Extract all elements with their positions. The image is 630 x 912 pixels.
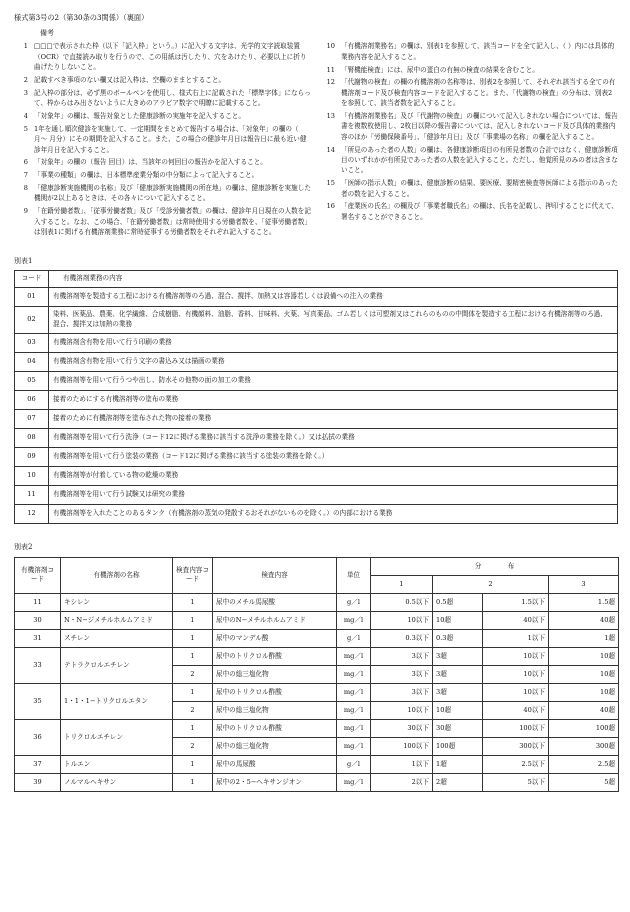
table2-test-content: 尿中のトリクロル酢酸 xyxy=(213,719,337,737)
note-text: 「対象年」の欄の（報告 回目）は、当該年の何回目の報告かを記入すること。 xyxy=(34,158,267,167)
table2-solvent-code: 33 xyxy=(15,647,61,683)
table2-dist-2-upper: 40以下 xyxy=(483,611,549,629)
note-item xyxy=(321,77,618,108)
table2-solvent-code: 11 xyxy=(15,593,61,611)
note-number: 13 xyxy=(326,111,335,120)
table2-test-content: 尿中のトリクロル酢酸 xyxy=(213,683,337,701)
table2-dist-3: 100超 xyxy=(549,719,619,737)
table2-row xyxy=(15,647,619,665)
note-text: 記入枠の部分は、必ず黒のボールペンを使用し、様式右上に記載された「標準字体」にならって、枠からはみ出さないように大きめのアラビア数字で明瞭に記載すること。 xyxy=(34,88,311,108)
table2-test-code: 1 xyxy=(173,629,213,647)
note-number: 16 xyxy=(326,202,335,211)
table2-solvent-name: ノルマルヘキサン xyxy=(61,773,173,791)
note-item xyxy=(14,75,311,85)
note-item xyxy=(14,170,311,180)
note-text: 「所見のあった者の人数」の欄は、各健康診断項目の有所見者数の合計ではなく、健康診断項目のいずれかが有所見であった者の人数を記入すること。ただし、他覚所見のみの者は含まないこと。 xyxy=(341,145,618,175)
table1-row xyxy=(15,486,618,505)
table2-header-test-code: 検査内容コード xyxy=(173,557,213,593)
table2-solvent-code: 37 xyxy=(15,755,61,773)
table2-header-test: 検査内容 xyxy=(213,557,337,593)
table1-code-cell: 09 xyxy=(15,448,49,467)
table2-test-content: 尿中の総三塩化物 xyxy=(213,701,337,719)
table2-header-row xyxy=(15,557,619,575)
table2-test-code: 2 xyxy=(173,701,213,719)
table2-test-content: 尿中の2・5−ヘキサンジオン xyxy=(213,773,337,791)
table2-dist-2-lower: 1超 xyxy=(433,755,483,773)
table2-dist-2-lower: 30超 xyxy=(433,719,483,737)
table2-label: 別表2 xyxy=(14,543,33,551)
note-text: 「有機溶剤業務名」の欄は、別表1を参照して、該当コードを全て記入し、（ ）内には具体的業務内容を記入すること。 xyxy=(341,42,615,61)
table1-code-cell: 05 xyxy=(15,372,49,391)
table1-code-cell: 01 xyxy=(15,288,49,307)
table2-header-dist-3: 3 xyxy=(549,575,619,593)
table1-content-cell: 染料、医薬品、農薬、化学繊維、合成樹脂、有機顔料、油脂、香料、甘味料、火薬、写真薬品、ゴム若しくは可塑剤又はこれらのものの中間体を製造する工程における有機溶剤等のろ過、混合、撹拌又は加熱の業務 xyxy=(49,307,618,334)
table2-dist-1: 0.5以下 xyxy=(371,593,433,611)
table1-row xyxy=(15,307,618,334)
table1-code-cell: 12 xyxy=(15,505,49,524)
table2-dist-2-upper: 100以下 xyxy=(483,719,549,737)
note-item xyxy=(321,145,618,176)
table1-content-cell: 有機溶剤等を用いて行う試験又は研究の業務 xyxy=(49,486,618,505)
table1-label: 別表1 xyxy=(14,256,33,265)
table2-solvent-name: トルエン xyxy=(61,755,173,773)
table2-test-content: 尿中の馬尿酸 xyxy=(213,755,337,773)
table2-dist-3: 2.5超 xyxy=(549,755,619,773)
table2-dist-1: 3以下 xyxy=(371,665,433,683)
table2-dist-3: 1超 xyxy=(549,629,619,647)
table2-dist-2-lower: 10超 xyxy=(433,611,483,629)
table2-unit: mg／l xyxy=(337,611,371,629)
table2-dist-2-upper: 300以下 xyxy=(483,737,549,755)
table2-dist-3: 10超 xyxy=(549,683,619,701)
notes xyxy=(14,41,618,239)
table1-row xyxy=(15,410,618,429)
table2-header-code: 有機溶剤コード xyxy=(15,557,61,593)
table2-row xyxy=(15,611,619,629)
table2-dist-2-lower: 3超 xyxy=(433,665,483,683)
table2-row xyxy=(15,683,619,701)
table2-dist-1: 3以下 xyxy=(371,647,433,665)
table2-dist-1: 0.3以下 xyxy=(371,629,433,647)
note-text: 「事業の種類」の欄は、日本標準産業分類の中分類によって記入すること。 xyxy=(34,171,259,180)
table1-code-cell: 02 xyxy=(15,307,49,334)
table2-unit: mg／l xyxy=(337,647,371,665)
table2-row xyxy=(15,593,619,611)
table1-row xyxy=(15,391,618,410)
table2-test-content: 尿中のN−メチルホルムアミド xyxy=(213,611,337,629)
table2-test-content: 尿中の総三塩化物 xyxy=(213,665,337,683)
note-number: 2 xyxy=(23,75,28,84)
table2-dist-2-lower: 0.5超 xyxy=(433,593,483,611)
table2-unit: mg／l xyxy=(337,701,371,719)
table2-header-name: 有機溶剤の名称 xyxy=(61,557,173,593)
note-item xyxy=(321,65,618,75)
table2-dist-1: 10以下 xyxy=(371,611,433,629)
note-text: 「対象年」の欄は、報告対象とした健康診断の実施年を記入すること。 xyxy=(34,111,245,120)
table2-dist-3: 5超 xyxy=(549,773,619,791)
table2-test-content: 尿中のトリクロル酢酸 xyxy=(213,647,337,665)
table2-solvent-name: テトラクロルエチレン xyxy=(61,647,173,683)
table2-solvent-code: 31 xyxy=(15,629,61,647)
table2-dist-2-upper: 10以下 xyxy=(483,647,549,665)
table2-dist-2-lower: 3超 xyxy=(433,647,483,665)
table2-solvent-code: 36 xyxy=(15,719,61,755)
table2-solvent-name: キシレン xyxy=(61,593,173,611)
notes-left-column xyxy=(14,41,311,239)
table2-unit: g／l xyxy=(337,755,371,773)
table1-row xyxy=(15,429,618,448)
table1-code-cell: 10 xyxy=(15,467,49,486)
table2-test-content: 尿中のメチル馬尿酸 xyxy=(213,593,337,611)
note-number: 7 xyxy=(23,171,28,180)
table2-test-content: 尿中のマンデル酸 xyxy=(213,629,337,647)
table2-test-code: 1 xyxy=(173,647,213,665)
table1-row xyxy=(15,288,618,307)
notes-heading: 備考 xyxy=(40,28,54,37)
table2-dist-2-lower: 2超 xyxy=(433,773,483,791)
note-number: 3 xyxy=(23,88,28,97)
table2-dist-2-upper: 1以下 xyxy=(483,629,549,647)
note-item xyxy=(14,124,311,155)
table1-content-cell: 接着のために有機溶剤等を塗布された物の接着の業務 xyxy=(49,410,618,429)
table2-unit: mg／l xyxy=(337,737,371,755)
table2-solvent-code: 30 xyxy=(15,611,61,629)
table2-dist-3: 40超 xyxy=(549,611,619,629)
table2-row xyxy=(15,719,619,737)
table1-row xyxy=(15,334,618,353)
note-number: 14 xyxy=(326,145,335,154)
table2-solvent-name: スチレン xyxy=(61,629,173,647)
table2-test-code: 1 xyxy=(173,593,213,611)
table2-test-code: 2 xyxy=(173,665,213,683)
table1-header-code: コード xyxy=(15,271,49,288)
table2-dist-2-upper: 10以下 xyxy=(483,683,549,701)
note-item xyxy=(321,201,618,222)
table2-row xyxy=(15,629,619,647)
table2-dist-3: 1.5超 xyxy=(549,593,619,611)
table2-dist-1: 1以下 xyxy=(371,755,433,773)
table2-test-code: 1 xyxy=(173,683,213,701)
note-number: 12 xyxy=(326,78,335,87)
note-item xyxy=(14,157,311,167)
table2-header-unit: 単位 xyxy=(337,557,371,593)
table2-test-code: 1 xyxy=(173,611,213,629)
note-number: 9 xyxy=(23,207,28,216)
table1-header-content: 有機溶剤業務の内容 xyxy=(49,271,618,288)
note-item xyxy=(14,206,311,237)
table2-dist-2-lower: 10超 xyxy=(433,701,483,719)
table1-content-cell: 有機溶剤等を用いて行うつや出し、防水その他物の面の加工の業務 xyxy=(49,372,618,391)
table1-content-cell: 有機溶剤等を入れたことのあるタンク（有機溶剤の蒸気の発散するおそれがないものを除く。）の内部における業務 xyxy=(49,505,618,524)
table1-code-cell: 11 xyxy=(15,486,49,505)
table2-unit: mg／l xyxy=(337,719,371,737)
table1-row xyxy=(15,505,618,524)
table1-content-cell: 有機溶剤等を用いて行う洗浄（コード12に掲げる業務に該当する洗浄の業務を除く。）又は払拭の業務 xyxy=(49,429,618,448)
table2-dist-2-upper: 1.5以下 xyxy=(483,593,549,611)
note-number: 4 xyxy=(23,111,28,120)
table2-dist-1: 30以下 xyxy=(371,719,433,737)
table2-dist-2-lower: 3超 xyxy=(433,683,483,701)
table1-content-cell: 有機溶剤等を製造する工程における有機溶剤等のろ過、混合、撹拌、加熱又は容器若しくは設備への注入の業務 xyxy=(49,288,618,307)
table1-code-cell: 04 xyxy=(15,353,49,372)
table2-test-code: 1 xyxy=(173,773,213,791)
note-number: 11 xyxy=(326,65,335,74)
table2-dist-2-upper: 5以下 xyxy=(483,773,549,791)
table2-solvent-name: トリクロルエチレン xyxy=(61,719,173,755)
table2-test-code: 1 xyxy=(173,755,213,773)
table1-code-cell: 03 xyxy=(15,334,49,353)
table2-header-distribution: 分 布 xyxy=(371,557,619,575)
table1-code-cell: 08 xyxy=(15,429,49,448)
note-text: 「健康診断実施機関の名称」及び「健康診断実施機関の所在地」の欄は、健康診断を実施した機関が2以上あるときは、その各々について記入すること。 xyxy=(34,183,311,203)
table1-row xyxy=(15,372,618,391)
note-text: 「医師の指示人数」の欄は、健康診断の結果、要医療、要精密検査等医師による指示のあった者の数を記入すること。 xyxy=(341,179,618,198)
note-text: 「有機溶剤業務名」及び「代謝物の検査」の欄について記入しきれない場合については、報告書を複数枚使用し、2枚目以降の報告書については、記入しきれないコード及び具体的業務内容のほか「労働保険番号」、「健診年月日」及び「事業場の名称」の欄を記入すること。 xyxy=(341,111,618,141)
table1-content-cell: 接着のためにする有機溶剤等の塗布の業務 xyxy=(49,391,618,410)
table2-dist-1: 10以下 xyxy=(371,701,433,719)
note-number: 1 xyxy=(23,42,28,51)
note-text: 「在籍労働者数」、「従事労働者数」及び「受診労働者数」の欄は、健診年月日現在の人数を記入すること。なお、この場合、「在籍労働者数」は常時使用する労働者数を、「従事労働者数」は別表1に掲げる有機溶剤業務に常時従事する労働者数をそれぞれ記入すること。 xyxy=(34,207,311,236)
table2-dist-2-upper: 40以下 xyxy=(483,701,549,719)
table2-dist-1: 2以下 xyxy=(371,773,433,791)
table1-content-cell: 有機溶剤含有物を用いて行う文字の書込み又は描画の業務 xyxy=(49,353,618,372)
table2-solvent-name: 1・1・1−トリクロルエタン xyxy=(61,683,173,719)
table2-solvent-name: N・N−ジメチルホルムアミド xyxy=(61,611,173,629)
table2-unit: mg／l xyxy=(337,773,371,791)
table1-row xyxy=(15,467,618,486)
note-text: □□□で表示された枠（以下「記入枠」という。）に記入する文字は、光学的文字読取装置（OCR）で直接読み取りを行うので、この用紙は汚したり、穴をあけたり、必要以上に折り曲げたりしないこと。 xyxy=(34,42,307,72)
note-number: 15 xyxy=(326,179,335,188)
table2-dist-2-upper: 10以下 xyxy=(483,665,549,683)
table2-unit: g／l xyxy=(337,593,371,611)
table2-unit: mg／l xyxy=(337,683,371,701)
table2-header-dist-1: 1 xyxy=(371,575,433,593)
table1-header-row xyxy=(15,271,618,288)
note-number: 6 xyxy=(23,158,28,167)
note-text: 「代謝物の検査」の欄の有機溶剤の名称等は、別表2を参照して、それぞれ該当する全ての有機溶剤コード及び検査内容コードを記入すること。また、「代謝物の検査」の分布は、別表2を参照して、該当者数を記入すること。 xyxy=(341,78,616,108)
note-number: 10 xyxy=(326,42,335,51)
form-title: 様式第3号の2（第30条の3関係）（裏面） xyxy=(14,13,149,22)
table2-dist-3: 300超 xyxy=(549,737,619,755)
table2-dist-2-lower: 100超 xyxy=(433,737,483,755)
table1-code-cell: 06 xyxy=(15,391,49,410)
note-item xyxy=(14,183,311,204)
form-page xyxy=(14,13,618,792)
table2-dist-3: 10超 xyxy=(549,665,619,683)
note-item xyxy=(14,88,311,109)
table2-unit: mg／l xyxy=(337,665,371,683)
note-text: 「腎機能検査」には、尿中の蛋白の有無の検査の結果を含むこと。 xyxy=(341,65,539,74)
note-item xyxy=(321,41,618,62)
table1-content-cell: 有機溶剤等を用いて行う塗装の業務（コード12に掲げる業務に該当する塗装の業務を除く。） xyxy=(49,448,618,467)
table2-dist-1: 100以下 xyxy=(371,737,433,755)
table2-test-code: 2 xyxy=(173,737,213,755)
table1-code-cell: 07 xyxy=(15,410,49,429)
table2-dist-3: 40超 xyxy=(549,701,619,719)
table1-content-cell: 有機溶剤含有物を用いて行う印刷の業務 xyxy=(49,334,618,353)
note-item xyxy=(321,111,618,142)
table2-dist-2-upper: 2.5以下 xyxy=(483,755,549,773)
table2-header-dist-2: 2 xyxy=(433,575,549,593)
table2-unit: g／l xyxy=(337,629,371,647)
note-text: 「産業医の氏名」の欄及び「事業者職氏名」の欄は、氏名を記載し、押印することに代えて、署名することができること。 xyxy=(341,202,618,221)
notes-right-column xyxy=(321,41,618,239)
table2-row xyxy=(15,773,619,791)
table1-row xyxy=(15,353,618,372)
note-number: 5 xyxy=(23,124,28,133)
table2-dist-1: 3以下 xyxy=(371,683,433,701)
table1 xyxy=(14,270,618,524)
note-item xyxy=(321,178,618,199)
table1-row xyxy=(15,448,618,467)
table2-solvent-code: 35 xyxy=(15,683,61,719)
note-text: 記載すべき事項のない欄又は記入枠は、空欄のままとすること。 xyxy=(34,75,226,84)
table2-test-content: 尿中の総三塩化物 xyxy=(213,737,337,755)
table2-row xyxy=(15,755,619,773)
table2-solvent-code: 39 xyxy=(15,773,61,791)
table2 xyxy=(14,557,619,792)
note-text: 1年を通し順次健診を実施して、一定期間をまとめて報告する場合は、「対象年」の欄の（ 月〜 月分）にその期間を記入すること。また、この場合の健診年月日は報告日に最も近い健診年月日を記入すること。 xyxy=(34,124,307,154)
table1-content-cell: 有機溶剤等が付着している物の乾燥の業務 xyxy=(49,467,618,486)
table2-test-code: 1 xyxy=(173,719,213,737)
note-number: 8 xyxy=(23,183,28,192)
table2-dist-3: 10超 xyxy=(549,647,619,665)
table2-dist-2-lower: 0.3超 xyxy=(433,629,483,647)
note-item xyxy=(14,41,311,72)
note-item xyxy=(14,111,311,121)
